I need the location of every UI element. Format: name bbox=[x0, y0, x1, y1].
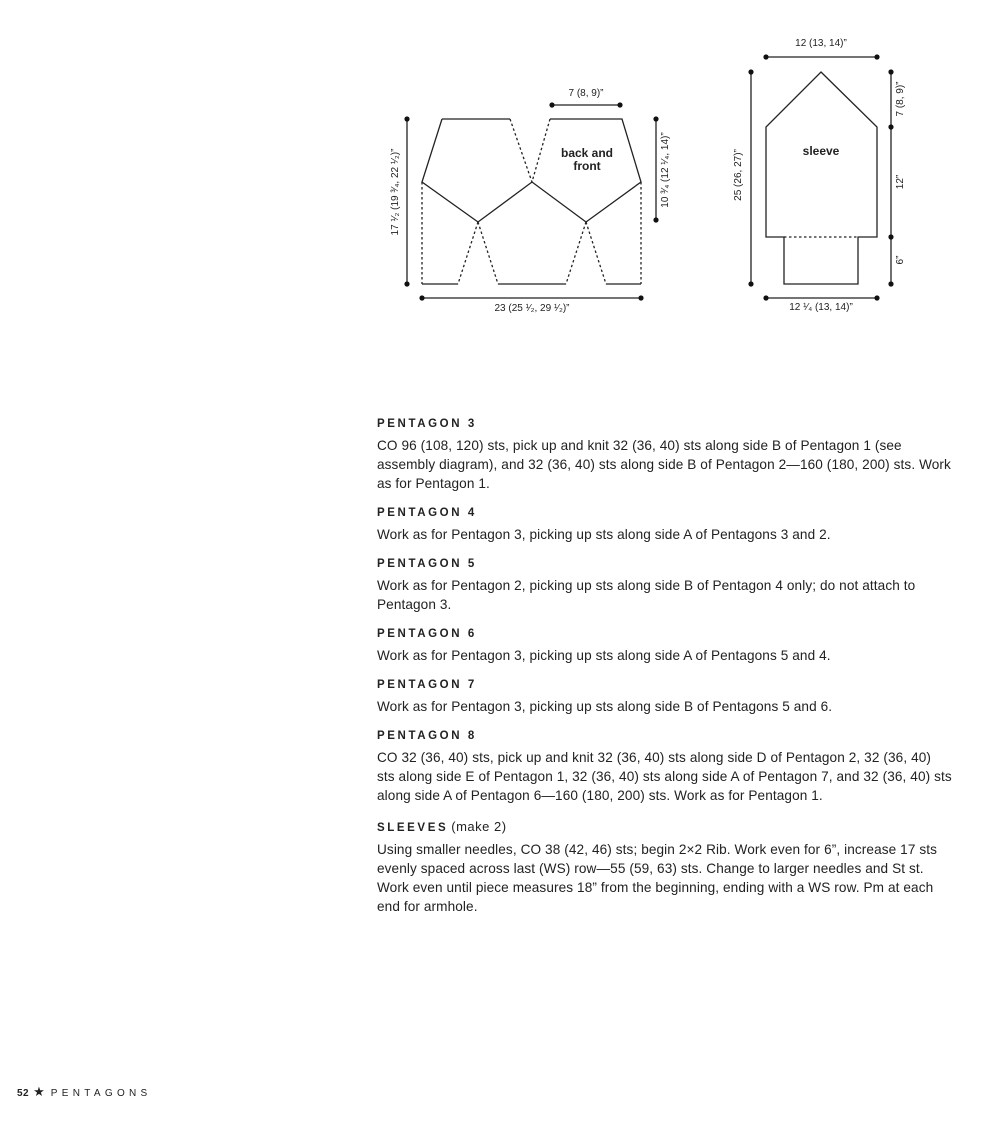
left-pentagon-outline bbox=[422, 119, 478, 222]
section-heading bbox=[377, 819, 952, 834]
section-heading bbox=[377, 628, 952, 640]
section-body: CO 96 (108, 120) sts, pick up and knit 32 (36, 40) sts along side B of Pentagon 1 (see assembly diagram), and 32 (36, 40) sts along side B of Pentagon 2—160 (180, 200) sts. Work as for Pentagon 1. bbox=[377, 438, 951, 491]
sleeve-cap-height: 7 (8, 9)” bbox=[895, 81, 906, 117]
section-heading bbox=[377, 507, 952, 519]
back-front-total-height: 17 ¹⁄₂ (19 ³⁄₄, 22 ¹⁄₂)” bbox=[390, 148, 401, 236]
section-pentagon-5 bbox=[377, 558, 952, 614]
star-icon: ★ bbox=[33, 1084, 45, 1099]
page-footer bbox=[17, 1084, 152, 1100]
section-body: Work as for Pentagon 2, picking up sts along side B of Pentagon 4 only; do not attach to Pentagon 3. bbox=[377, 578, 916, 612]
heading-text: PENTAGON 5 bbox=[377, 558, 477, 570]
back-front-label-line2: front bbox=[573, 159, 601, 173]
back-front-side-height: 10 ³⁄₄ (12 ¹⁄₄, 14)” bbox=[660, 132, 671, 208]
center-pentagon-outline bbox=[478, 182, 586, 222]
section-body: Using smaller needles, CO 38 (42, 46) sts; begin 2×2 Rib. Work even for 6”, increase 17 sts evenly spaced across last (WS) row—55 (59, 63) sts. Change to larger needles and St st. Work even until piece measures 18” from the beginning, ending with a WS row. Pm at each end for armhole. bbox=[377, 842, 938, 914]
back-front-label-line1: back and bbox=[560, 146, 614, 160]
back-front-dimensions bbox=[404, 102, 658, 300]
heading-text: PENTAGON 6 bbox=[377, 628, 477, 640]
section-heading bbox=[377, 418, 952, 430]
section-pentagon-8 bbox=[377, 730, 952, 805]
schematic-diagrams bbox=[0, 0, 999, 340]
section-body: Work as for Pentagon 3, picking up sts along side B of Pentagons 5 and 6. bbox=[377, 699, 833, 714]
instructions-text bbox=[377, 418, 952, 930]
heading-text: PENTAGON 4 bbox=[377, 507, 477, 519]
page-number: 52 bbox=[17, 1088, 30, 1099]
section-pentagon-6 bbox=[377, 628, 952, 665]
heading-text: SLEEVES bbox=[377, 822, 449, 834]
sleeve-schematic bbox=[766, 72, 877, 284]
sleeve-dimensions bbox=[748, 54, 893, 300]
section-body: Work as for Pentagon 3, picking up sts along side A of Pentagons 3 and 2. bbox=[377, 527, 831, 542]
back-front-schematic bbox=[422, 119, 641, 284]
sleeve-bottom-width: 12 ¹⁄₄ (13, 14)” bbox=[789, 302, 853, 313]
dashed-pentagon-edges bbox=[422, 119, 641, 284]
section-body: CO 32 (36, 40) sts, pick up and knit 32 (36, 40) sts along side D of Pentagon 2, 32 (36, 40) sts along side E of Pentagon 1, 32 (36, 40) sts along side A of Pentagon 7, and 32 (36, 40) sts along side A of Pentagon 6—160 (180, 200) sts. Work as for Pentagon 1. bbox=[377, 750, 952, 803]
back-front-bottom-width: 23 (25 ¹⁄₂, 29 ¹⁄₂)” bbox=[494, 303, 570, 314]
heading-text: PENTAGON 7 bbox=[377, 679, 477, 691]
back-front-top-width: 7 (8, 9)” bbox=[568, 88, 604, 99]
section-body: Work as for Pentagon 3, picking up sts along side A of Pentagons 5 and 4. bbox=[377, 648, 831, 663]
section-heading bbox=[377, 679, 952, 691]
running-head: PENTAGONS bbox=[50, 1088, 152, 1099]
section-heading bbox=[377, 730, 952, 742]
sleeve-label: sleeve bbox=[802, 144, 840, 158]
heading-text: PENTAGON 3 bbox=[377, 418, 477, 430]
sleeve-cuff-height: 6” bbox=[895, 255, 906, 265]
sleeve-total-height: 25 (26, 27)” bbox=[733, 149, 744, 201]
section-pentagon-4 bbox=[377, 507, 952, 544]
heading-text: PENTAGON 8 bbox=[377, 730, 477, 742]
sleeve-outline bbox=[766, 72, 877, 284]
section-pentagon-3 bbox=[377, 418, 952, 493]
section-sleeves bbox=[377, 819, 952, 916]
sleeve-top-width: 12 (13, 14)” bbox=[795, 38, 847, 49]
section-pentagon-7 bbox=[377, 679, 952, 716]
sleeve-arm-height: 12” bbox=[895, 174, 906, 190]
section-heading bbox=[377, 558, 952, 570]
heading-note: (make 2) bbox=[451, 819, 507, 834]
